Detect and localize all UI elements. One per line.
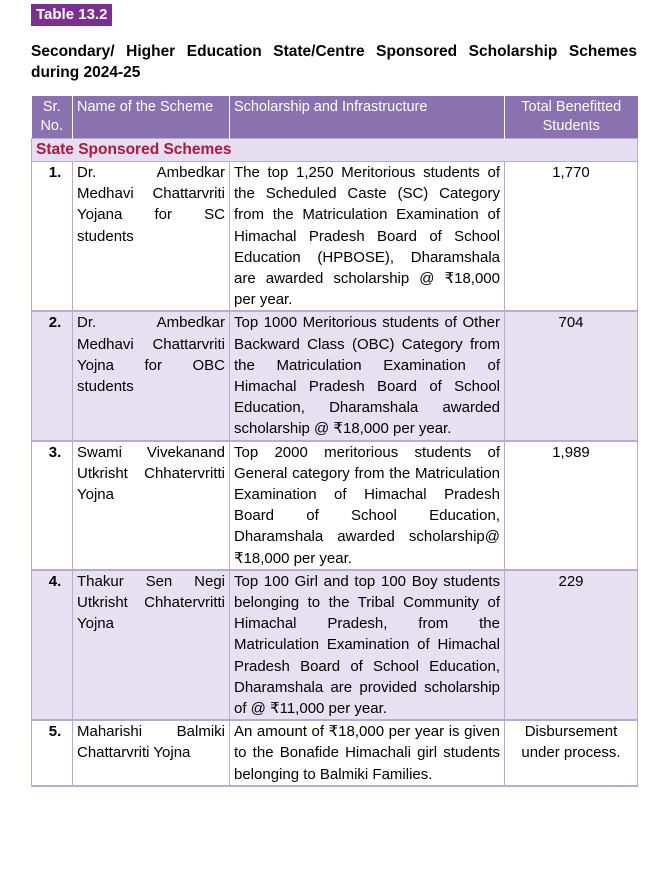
row-description: Top 100 Girl and top 100 Boy students belonging to the Tribal Community of Himachal Pradesh, from the Matriculation Examination of Himachal Pradesh Board of School Education, Dharamshala are provided scholarship of @ ₹11,000 per year.: [230, 570, 505, 720]
row-sr-no: 5.: [32, 720, 73, 786]
scholarship-table: [31, 96, 638, 787]
row-sr-no: 2.: [32, 311, 73, 440]
row-description: Top 2000 meritorious students of General category from the Matriculation Examination of Himachal Pradesh Board of School Education, Dharamshala awarded scholarship@ ₹18,000 per year.: [230, 441, 505, 570]
page-title: [31, 41, 637, 83]
row-total-benefitted: 1,770: [505, 162, 638, 312]
title-line-2: during 2024-25: [31, 64, 141, 81]
header-scheme-name: Name of the Scheme: [73, 96, 230, 139]
row-total-benefitted: Disbursement under process.: [505, 720, 638, 786]
table-row: [32, 441, 638, 570]
header-sr-no: Sr. No.: [32, 96, 73, 139]
table-row: [32, 162, 638, 312]
row-sr-no: 1.: [32, 162, 73, 312]
row-sr-no: 3.: [32, 441, 73, 570]
table-row: [32, 570, 638, 720]
row-sr-no: 4.: [32, 570, 73, 720]
row-scheme-name: Thakur Sen Negi Utkrisht Chhatervritti Yojna: [73, 570, 230, 720]
row-scheme-name: Maharishi Balmiki Chattarvriti Yojna: [73, 720, 230, 786]
section-row: [32, 139, 638, 162]
header-scholarship: Scholarship and Infrastructure: [230, 96, 505, 139]
row-total-benefitted: 229: [505, 570, 638, 720]
row-scheme-name: Dr. Ambedkar Medhavi Chattarvriti Yojana for SC students: [73, 162, 230, 312]
row-description: An amount of ₹18,000 per year is given to the Bonafide Himachali girl students belonging to Balmiki Families.: [230, 720, 505, 786]
table-row: [32, 311, 638, 440]
row-scheme-name: Dr. Ambedkar Medhavi Chattarvriti Yojna for OBC students: [73, 311, 230, 440]
header-total-benefitted: Total Benefitted Students: [505, 96, 638, 139]
row-total-benefitted: 1,989: [505, 441, 638, 570]
section-heading: State Sponsored Schemes: [32, 139, 638, 162]
row-description: Top 1000 Meritorious students of Other Backward Class (OBC) Category from the Matriculation Examination of Himachal Pradesh Board of School Education, Dharamshala awarded scholarship @ ₹18,000 per year.: [230, 311, 505, 440]
table-row: [32, 720, 638, 786]
table-number-badge: Table 13.2: [31, 4, 112, 26]
row-total-benefitted: 704: [505, 311, 638, 440]
title-line-1: Secondary/ Higher Education State/Centre Sponsored Scholarship Schemes: [31, 43, 637, 60]
table-header-row: [32, 96, 638, 139]
row-scheme-name: Swami Vivekanand Utkrisht Chhatervritti Yojna: [73, 441, 230, 570]
row-description: The top 1,250 Meritorious students of the Scheduled Caste (SC) Category from the Matriculation Examination of Himachal Pradesh Board of School Education (HPBOSE), Dharamshala are awarded scholarship @ ₹18,000 per year.: [230, 162, 505, 312]
